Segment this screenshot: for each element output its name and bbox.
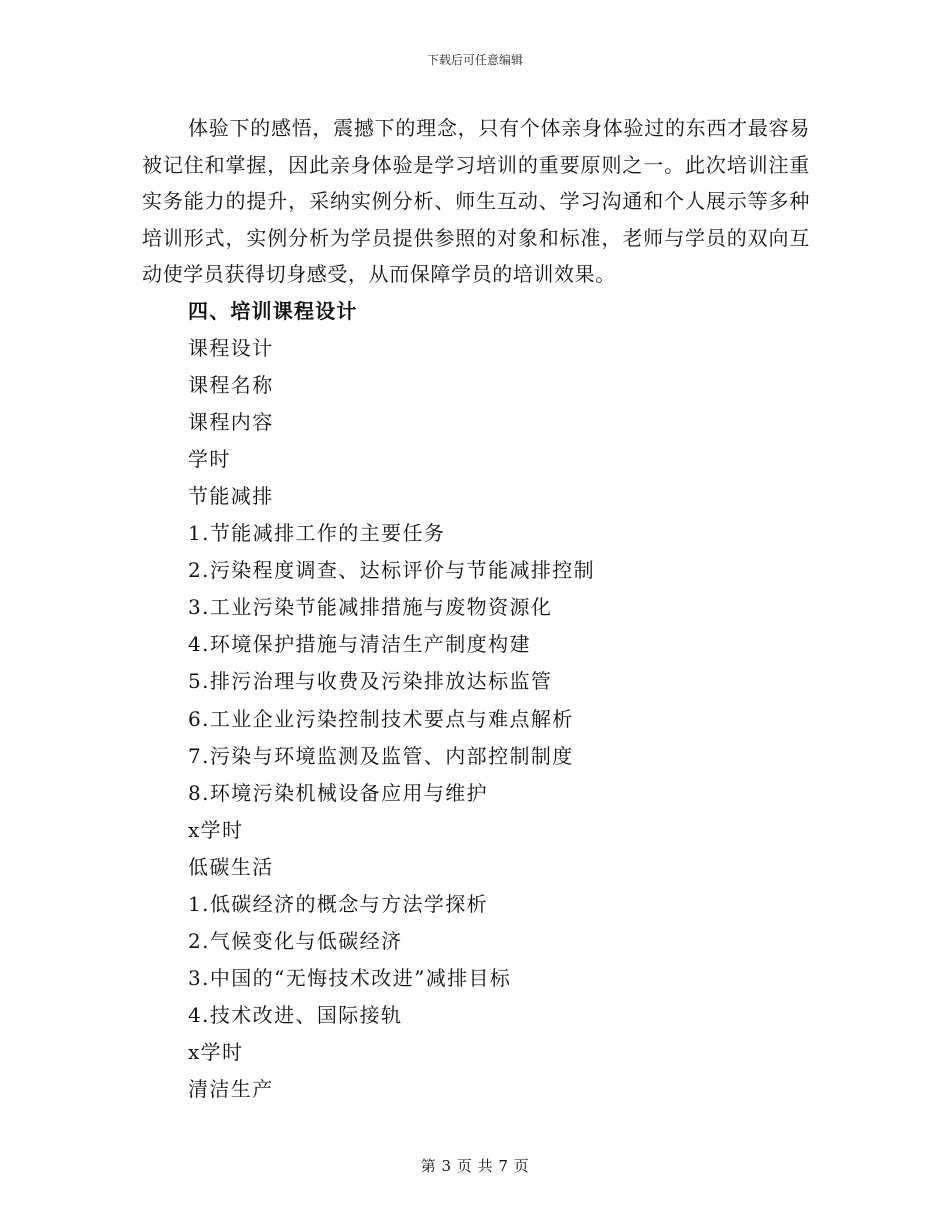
course-line: 课程名称	[188, 372, 274, 397]
course-line: 2.污染程度调查、达标评价与节能减排控制	[188, 558, 596, 583]
course-line: 3.中国的“无悔技术改进”减排目标	[188, 966, 512, 991]
course-line: 课程内容	[188, 409, 274, 434]
document-body	[142, 110, 810, 1109]
course-line: x学时	[188, 1040, 244, 1065]
course-line: 1.节能减排工作的主要任务	[188, 521, 446, 546]
course-line: 低碳生活	[188, 854, 274, 879]
course-line: 8.环境污染机械设备应用与维护	[188, 780, 489, 805]
course-line: 1.低碳经济的概念与方法学探析	[188, 892, 489, 916]
course-line: 2.气候变化与低碳经济	[188, 929, 403, 954]
course-line: 5.排污治理与收费及污染排放达标监管	[188, 669, 553, 694]
page-header: 下载后可任意编辑	[426, 53, 523, 67]
course-line: x学时	[188, 817, 244, 842]
course-line: 3.工业污染节能减排措施与废物资源化	[188, 595, 553, 620]
course-design-list	[142, 330, 810, 1109]
course-line: 课程设计	[188, 335, 274, 360]
course-line: 7.污染与环境监测及监管、内部控制制度	[188, 743, 574, 768]
course-line: 6.工业企业污染控制技术要点与难点解析	[188, 706, 574, 731]
intro-paragraph: 体验下的感悟，震撼下的理念，只有个体亲身体验过的东西才最容易被记住和掌握，因此亲身体验是学习培训的重要原则之一。此次培训注重实务能力的提升，采纳实例分析、师生互动、学习沟通和个人展示等多种培训形式，实例分析为学员提供参照的对象和标准，老师与学员的双向互动使学员获得切身感受，从而保障学员的培训效果。	[142, 116, 810, 286]
section-heading: 四、培训课程设计	[188, 298, 358, 323]
course-line: 4.环境保护措施与清洁生产制度构建	[188, 632, 531, 657]
course-line: 4.技术改进、国际接轨	[188, 1003, 403, 1028]
course-line: 清洁生产	[188, 1077, 274, 1102]
course-line: 学时	[188, 446, 231, 471]
course-line: 节能减排	[188, 483, 274, 508]
page-footer: 第 3 页 共 7 页	[420, 1157, 530, 1175]
